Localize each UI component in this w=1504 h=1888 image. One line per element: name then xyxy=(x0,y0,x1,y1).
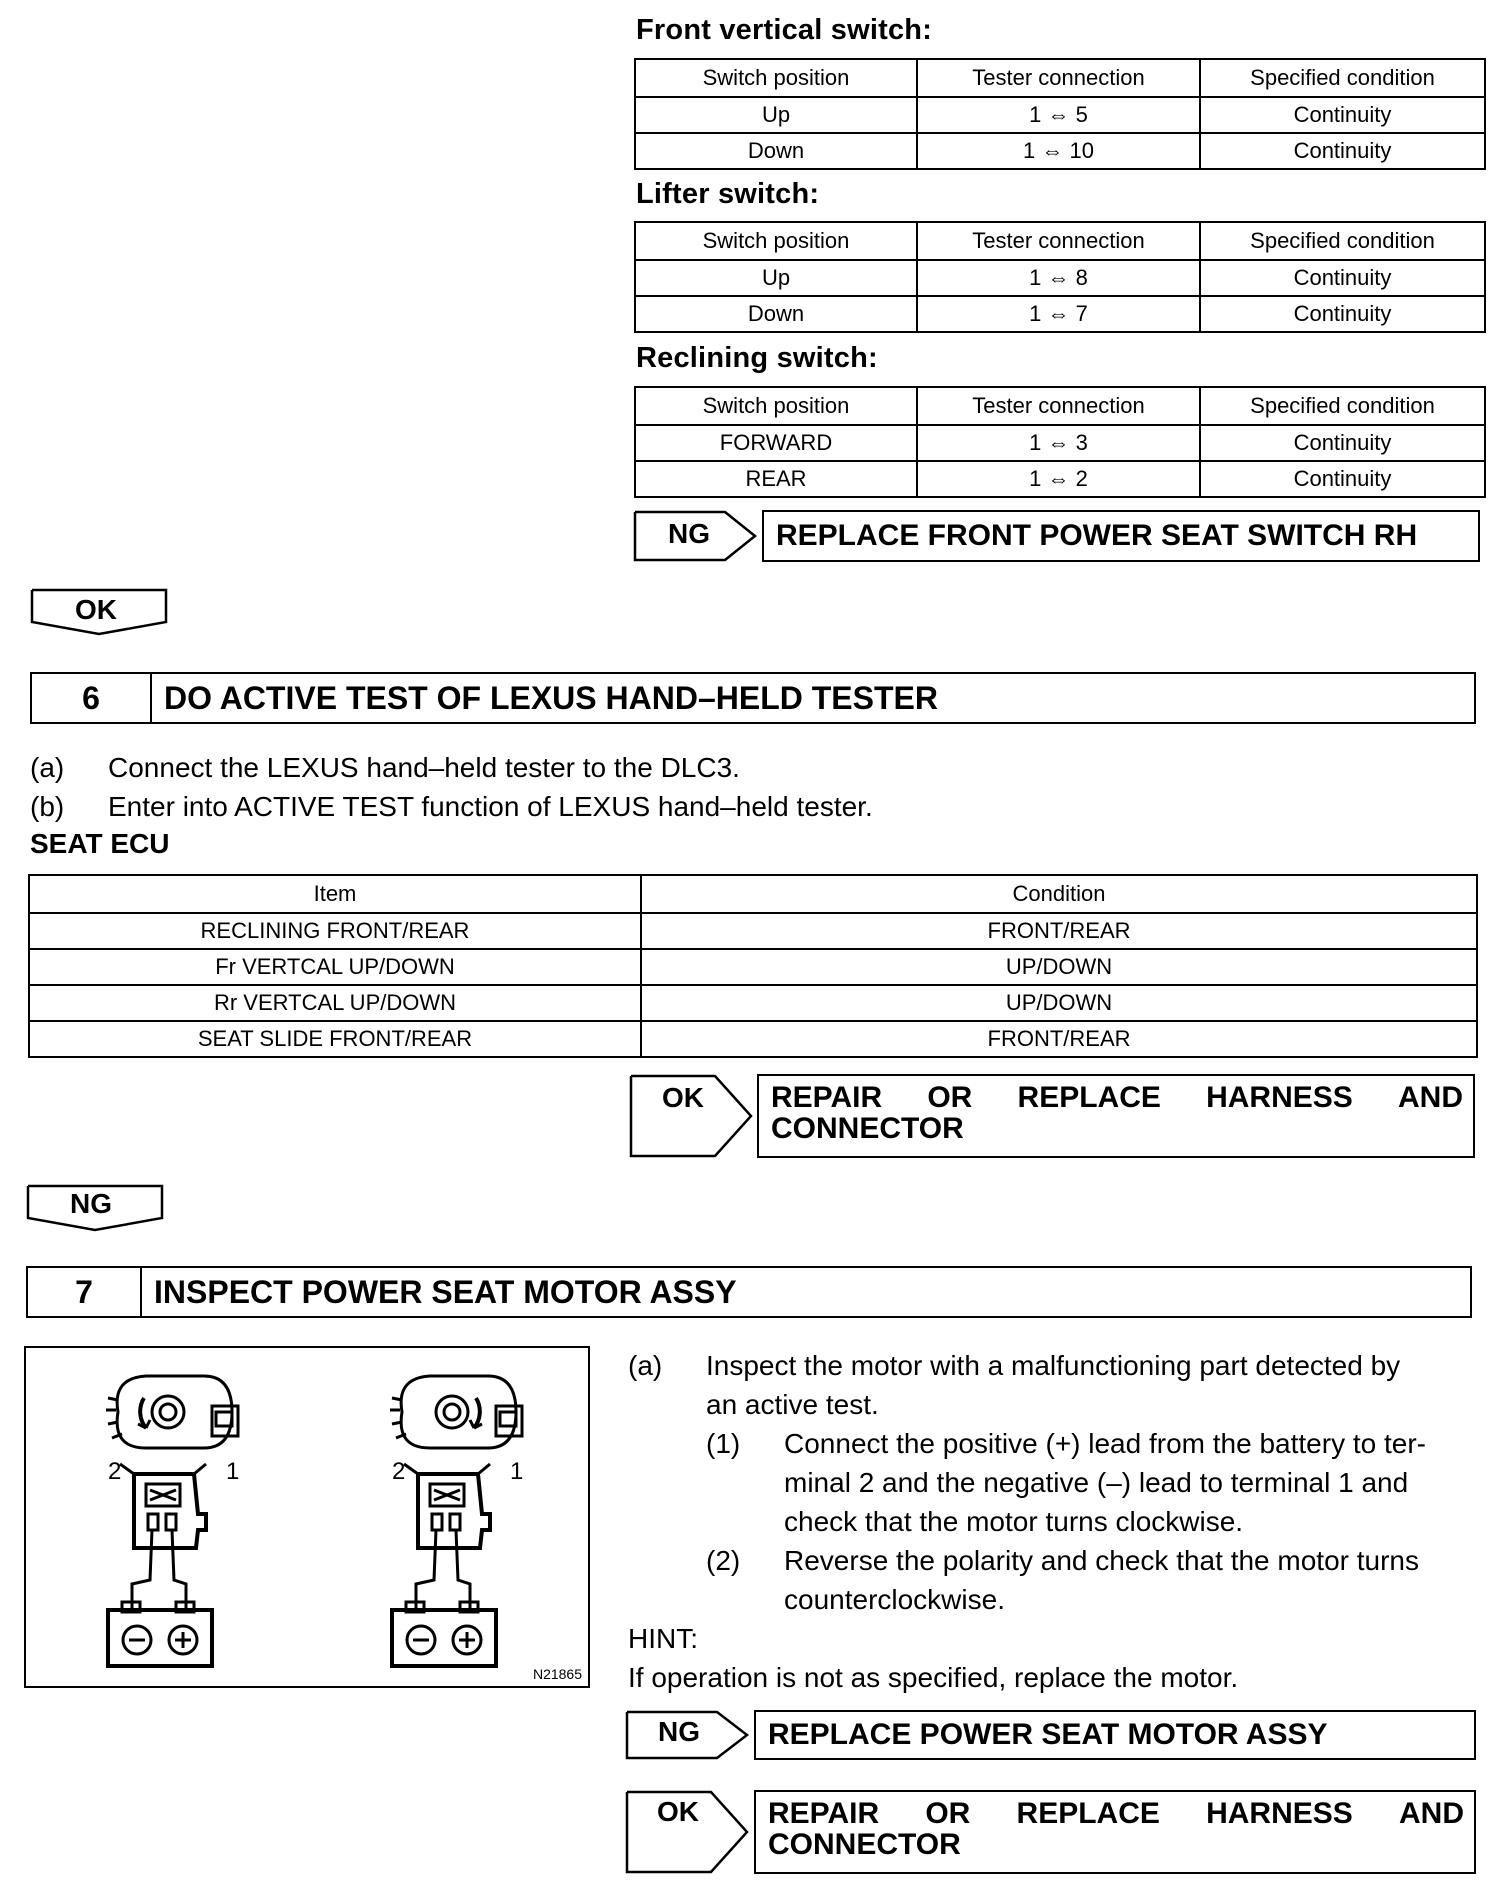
replace-motor-result: REPLACE POWER SEAT MOTOR ASSY xyxy=(754,1710,1476,1760)
instruction-a xyxy=(30,748,1470,787)
header-cell: Tester connection xyxy=(917,222,1200,260)
header-cell: Switch position xyxy=(635,387,917,425)
table-cell: Continuity xyxy=(1200,97,1485,133)
instruction-b xyxy=(30,787,1470,826)
result-word: OR xyxy=(925,1797,971,1830)
table-cell: SEAT SLIDE FRONT/REAR xyxy=(29,1021,641,1057)
table-row xyxy=(29,1021,1477,1057)
sub-step-1 xyxy=(628,1424,1478,1541)
lifter-switch-title: Lifter switch: xyxy=(636,178,820,210)
table-cell: 1 ⇔ 2 xyxy=(917,461,1200,497)
instruction-line: an active test. xyxy=(706,1389,879,1420)
header-cell: Specified condition xyxy=(1200,59,1485,97)
table-cell: 1 ⇔ 3 xyxy=(917,425,1200,461)
table-row xyxy=(29,985,1477,1021)
step-7-header xyxy=(26,1266,1472,1318)
result-word: AND xyxy=(1399,1797,1464,1830)
step-7-instructions xyxy=(628,1346,1478,1697)
result-line-2: CONNECTOR xyxy=(771,1112,964,1145)
table-row xyxy=(29,949,1477,985)
table-header-row xyxy=(29,875,1477,913)
instruction-line: Inspect the motor with a malfunctioning part detected by xyxy=(706,1350,1401,1381)
table-cell: Rr VERTCAL UP/DOWN xyxy=(29,985,641,1021)
step-title: INSPECT POWER SEAT MOTOR ASSY xyxy=(154,1273,737,1310)
table-cell: UP/DOWN xyxy=(641,949,1477,985)
table-cell: Up xyxy=(635,97,917,133)
instruction-label: (a) xyxy=(30,752,65,783)
table-cell: Continuity xyxy=(1200,425,1485,461)
table-cell: RECLINING FRONT/REAR xyxy=(29,913,641,949)
step-number: 7 xyxy=(28,1268,142,1316)
header-cell: Tester connection xyxy=(917,387,1200,425)
table-header-row xyxy=(635,387,1485,425)
table-cell: Down xyxy=(635,296,917,332)
table-cell: Down xyxy=(635,133,917,169)
table-cell: Continuity xyxy=(1200,260,1485,296)
instruction-a xyxy=(628,1346,1478,1424)
table-cell: 1 ⇔ 10 xyxy=(917,133,1200,169)
instruction-text: Enter into ACTIVE TEST function of LEXUS hand–held tester. xyxy=(108,791,873,822)
header-cell: Item xyxy=(29,875,641,913)
ok-label: OK xyxy=(662,1082,704,1113)
repair-harness-result xyxy=(757,1074,1475,1158)
sub-step-line: counterclockwise. xyxy=(784,1584,1005,1615)
result-word: HARNESS xyxy=(1206,1081,1353,1114)
header-cell: Specified condition xyxy=(1200,222,1485,260)
table-row xyxy=(635,260,1485,296)
replace-switch-result: REPLACE FRONT POWER SEAT SWITCH RH xyxy=(762,510,1480,562)
table-header-row xyxy=(635,222,1485,260)
table-row xyxy=(635,296,1485,332)
result-word: REPAIR xyxy=(771,1081,883,1114)
result-line-1 xyxy=(768,1798,1464,1829)
result-line-2: CONNECTOR xyxy=(768,1828,961,1861)
sub-step-line: minal 2 and the negative (–) lead to terminal 1 and xyxy=(784,1467,1409,1498)
sub-step-line: Reverse the polarity and check that the motor turns xyxy=(784,1545,1419,1576)
hint-text: If operation is not as specified, replace the motor. xyxy=(628,1662,1239,1693)
ok-label: OK xyxy=(75,594,117,625)
table-cell: 1 ⇔ 7 xyxy=(917,296,1200,332)
table-row xyxy=(635,97,1485,133)
motor-diagram xyxy=(26,1348,586,1684)
table-cell: Fr VERTCAL UP/DOWN xyxy=(29,949,641,985)
header-cell: Tester connection xyxy=(917,59,1200,97)
header-cell: Specified condition xyxy=(1200,387,1485,425)
table-cell: Continuity xyxy=(1200,461,1485,497)
sub-step-2 xyxy=(628,1541,1478,1619)
hint-label: HINT: xyxy=(628,1623,698,1654)
instruction-label: (a) xyxy=(628,1350,663,1381)
step-6-instructions xyxy=(30,748,1470,826)
terminal-label-2: 2 xyxy=(392,1458,406,1485)
table-cell: 1 ⇔ 5 xyxy=(917,97,1200,133)
table-cell: Continuity xyxy=(1200,296,1485,332)
ng-label: NG xyxy=(668,518,710,549)
sub-step-line: check that the motor turns clockwise. xyxy=(784,1506,1244,1537)
reclining-switch-table xyxy=(634,386,1486,498)
step-number: 6 xyxy=(32,674,152,722)
result-line-1 xyxy=(771,1082,1463,1113)
front-vertical-switch-table xyxy=(634,58,1486,170)
motor-right xyxy=(390,1376,522,1666)
ng-label: NG xyxy=(70,1188,112,1219)
result-word: REPAIR xyxy=(768,1797,880,1830)
header-cell: Switch position xyxy=(635,222,917,260)
sub-step-label: (2) xyxy=(706,1545,741,1576)
table-header-row xyxy=(635,59,1485,97)
terminal-label-1: 1 xyxy=(226,1458,240,1485)
lifter-switch-table xyxy=(634,221,1486,333)
result-word: REPLACE xyxy=(1017,1081,1161,1114)
motor-figure xyxy=(24,1346,590,1688)
instruction-text: Connect the LEXUS hand–held tester to the DLC3. xyxy=(108,752,740,783)
result-word: REPLACE xyxy=(1016,1797,1160,1830)
motor-left xyxy=(106,1376,238,1666)
instruction-label: (b) xyxy=(30,791,65,822)
result-word: AND xyxy=(1398,1081,1463,1114)
table-cell: FRONT/REAR xyxy=(641,1021,1477,1057)
repair-harness-result xyxy=(754,1790,1476,1874)
table-row xyxy=(635,133,1485,169)
reclining-switch-title: Reclining switch: xyxy=(636,342,878,374)
step-title: DO ACTIVE TEST OF LEXUS HAND–HELD TESTER xyxy=(164,679,938,716)
result-word: OR xyxy=(927,1081,973,1114)
table-cell: FORWARD xyxy=(635,425,917,461)
seat-ecu-table xyxy=(28,874,1478,1058)
result-word: HARNESS xyxy=(1206,1797,1353,1830)
table-cell: FRONT/REAR xyxy=(641,913,1477,949)
table-row xyxy=(635,461,1485,497)
table-row xyxy=(635,425,1485,461)
table-cell: 1 ⇔ 8 xyxy=(917,260,1200,296)
table-row xyxy=(29,913,1477,949)
table-cell: Up xyxy=(635,260,917,296)
terminal-label-1: 1 xyxy=(510,1458,524,1485)
ng-label: NG xyxy=(658,1716,700,1747)
terminal-label-2: 2 xyxy=(108,1458,122,1485)
table-cell: REAR xyxy=(635,461,917,497)
header-cell: Condition xyxy=(641,875,1477,913)
table-cell: UP/DOWN xyxy=(641,985,1477,1021)
sub-step-line: Connect the positive (+) lead from the battery to ter- xyxy=(784,1428,1426,1459)
step-6-header xyxy=(30,672,1476,724)
figure-code: N21865 xyxy=(532,1666,582,1682)
front-vertical-switch-title: Front vertical switch: xyxy=(636,14,933,46)
header-cell: Switch position xyxy=(635,59,917,97)
seat-ecu-title: SEAT ECU xyxy=(30,828,170,859)
ok-label: OK xyxy=(657,1796,699,1827)
sub-step-label: (1) xyxy=(706,1428,741,1459)
table-cell: Continuity xyxy=(1200,133,1485,169)
